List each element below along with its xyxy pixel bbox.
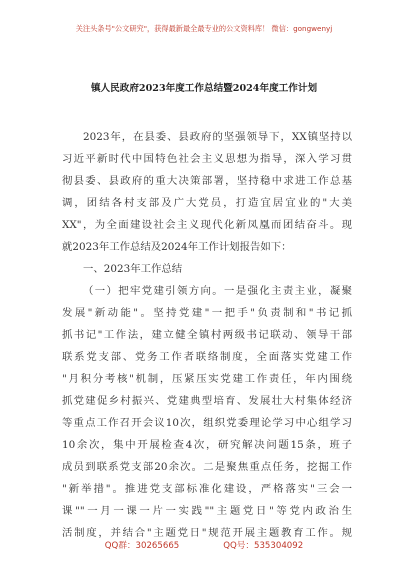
body-line: 一、2023年工作总结 bbox=[83, 263, 183, 275]
body-line: 习近平新时代中国特色社会主义思想为指导，深入学习贯 bbox=[62, 153, 352, 165]
body-line: 抓党建促乡村振兴、党建典型培育、发展壮大村集体经济 bbox=[62, 395, 352, 407]
header-promo-note: 关注头条号"公文研究"，获得最新最全最专业的公文资料库！ 微信：gongwenyj bbox=[75, 24, 333, 33]
body-line: 10余次，集中开展检查4次，研究解决问题15条，班子 bbox=[62, 439, 352, 451]
body-line: 活制度，并结合"主题党日"规范开展主题教育工作。规 bbox=[62, 527, 352, 539]
body-line: XX"，为全面建设社会主义现代化新凤凰而团结奋斗。现 bbox=[62, 219, 352, 231]
footer-contact bbox=[0, 539, 408, 551]
footer-qq-group: QQ群：30265665 bbox=[104, 541, 180, 551]
body-line: 彻县委、县政府的重大决策部署，坚持稳中求进工作总基 bbox=[62, 175, 352, 187]
document-body bbox=[62, 126, 352, 544]
body-line: "月积分考核"机制，压紧压实党建工作责任，年内围绕 bbox=[62, 373, 352, 385]
document-title: 镇人民政府2023年度工作总结暨2024年度工作计划 bbox=[90, 83, 318, 94]
body-line: （一）把牢党建引领方向。一是强化主责主业，凝聚 bbox=[83, 285, 352, 297]
body-line: 抓书记"工作法，建立健全镇村两级书记联动、领导干部 bbox=[62, 329, 352, 341]
body-line: 成员到联系党支部20余次。二是聚焦重点任务，挖掘工作 bbox=[62, 461, 352, 473]
body-line: 联系党支部、党务工作者联络制度，全面落实党建工作 bbox=[62, 351, 352, 363]
body-line: 就2023年工作总结及2024年工作计划报告如下： bbox=[62, 241, 292, 253]
footer-qq-number: QQ号：535304092 bbox=[223, 541, 304, 551]
body-line: 调，团结各村支部及广大党员，打造宜居宜业的"大美 bbox=[62, 197, 352, 209]
body-line: 2023年，在县委、县政府的坚强领导下，XX镇坚持以 bbox=[83, 131, 352, 143]
body-line: "新举措"。推进党支部标准化建设，严格落实"三会一 bbox=[62, 483, 352, 495]
body-line: 等重点工作召开会议10次，组织党委理论学习中心组学习 bbox=[62, 417, 352, 429]
body-line: 发展"新动能"。坚持党建"一把手"负责制和"书记抓 bbox=[62, 307, 352, 319]
body-line: 课""一月一课一片一实践""主题党日"等党内政治生 bbox=[62, 505, 352, 517]
